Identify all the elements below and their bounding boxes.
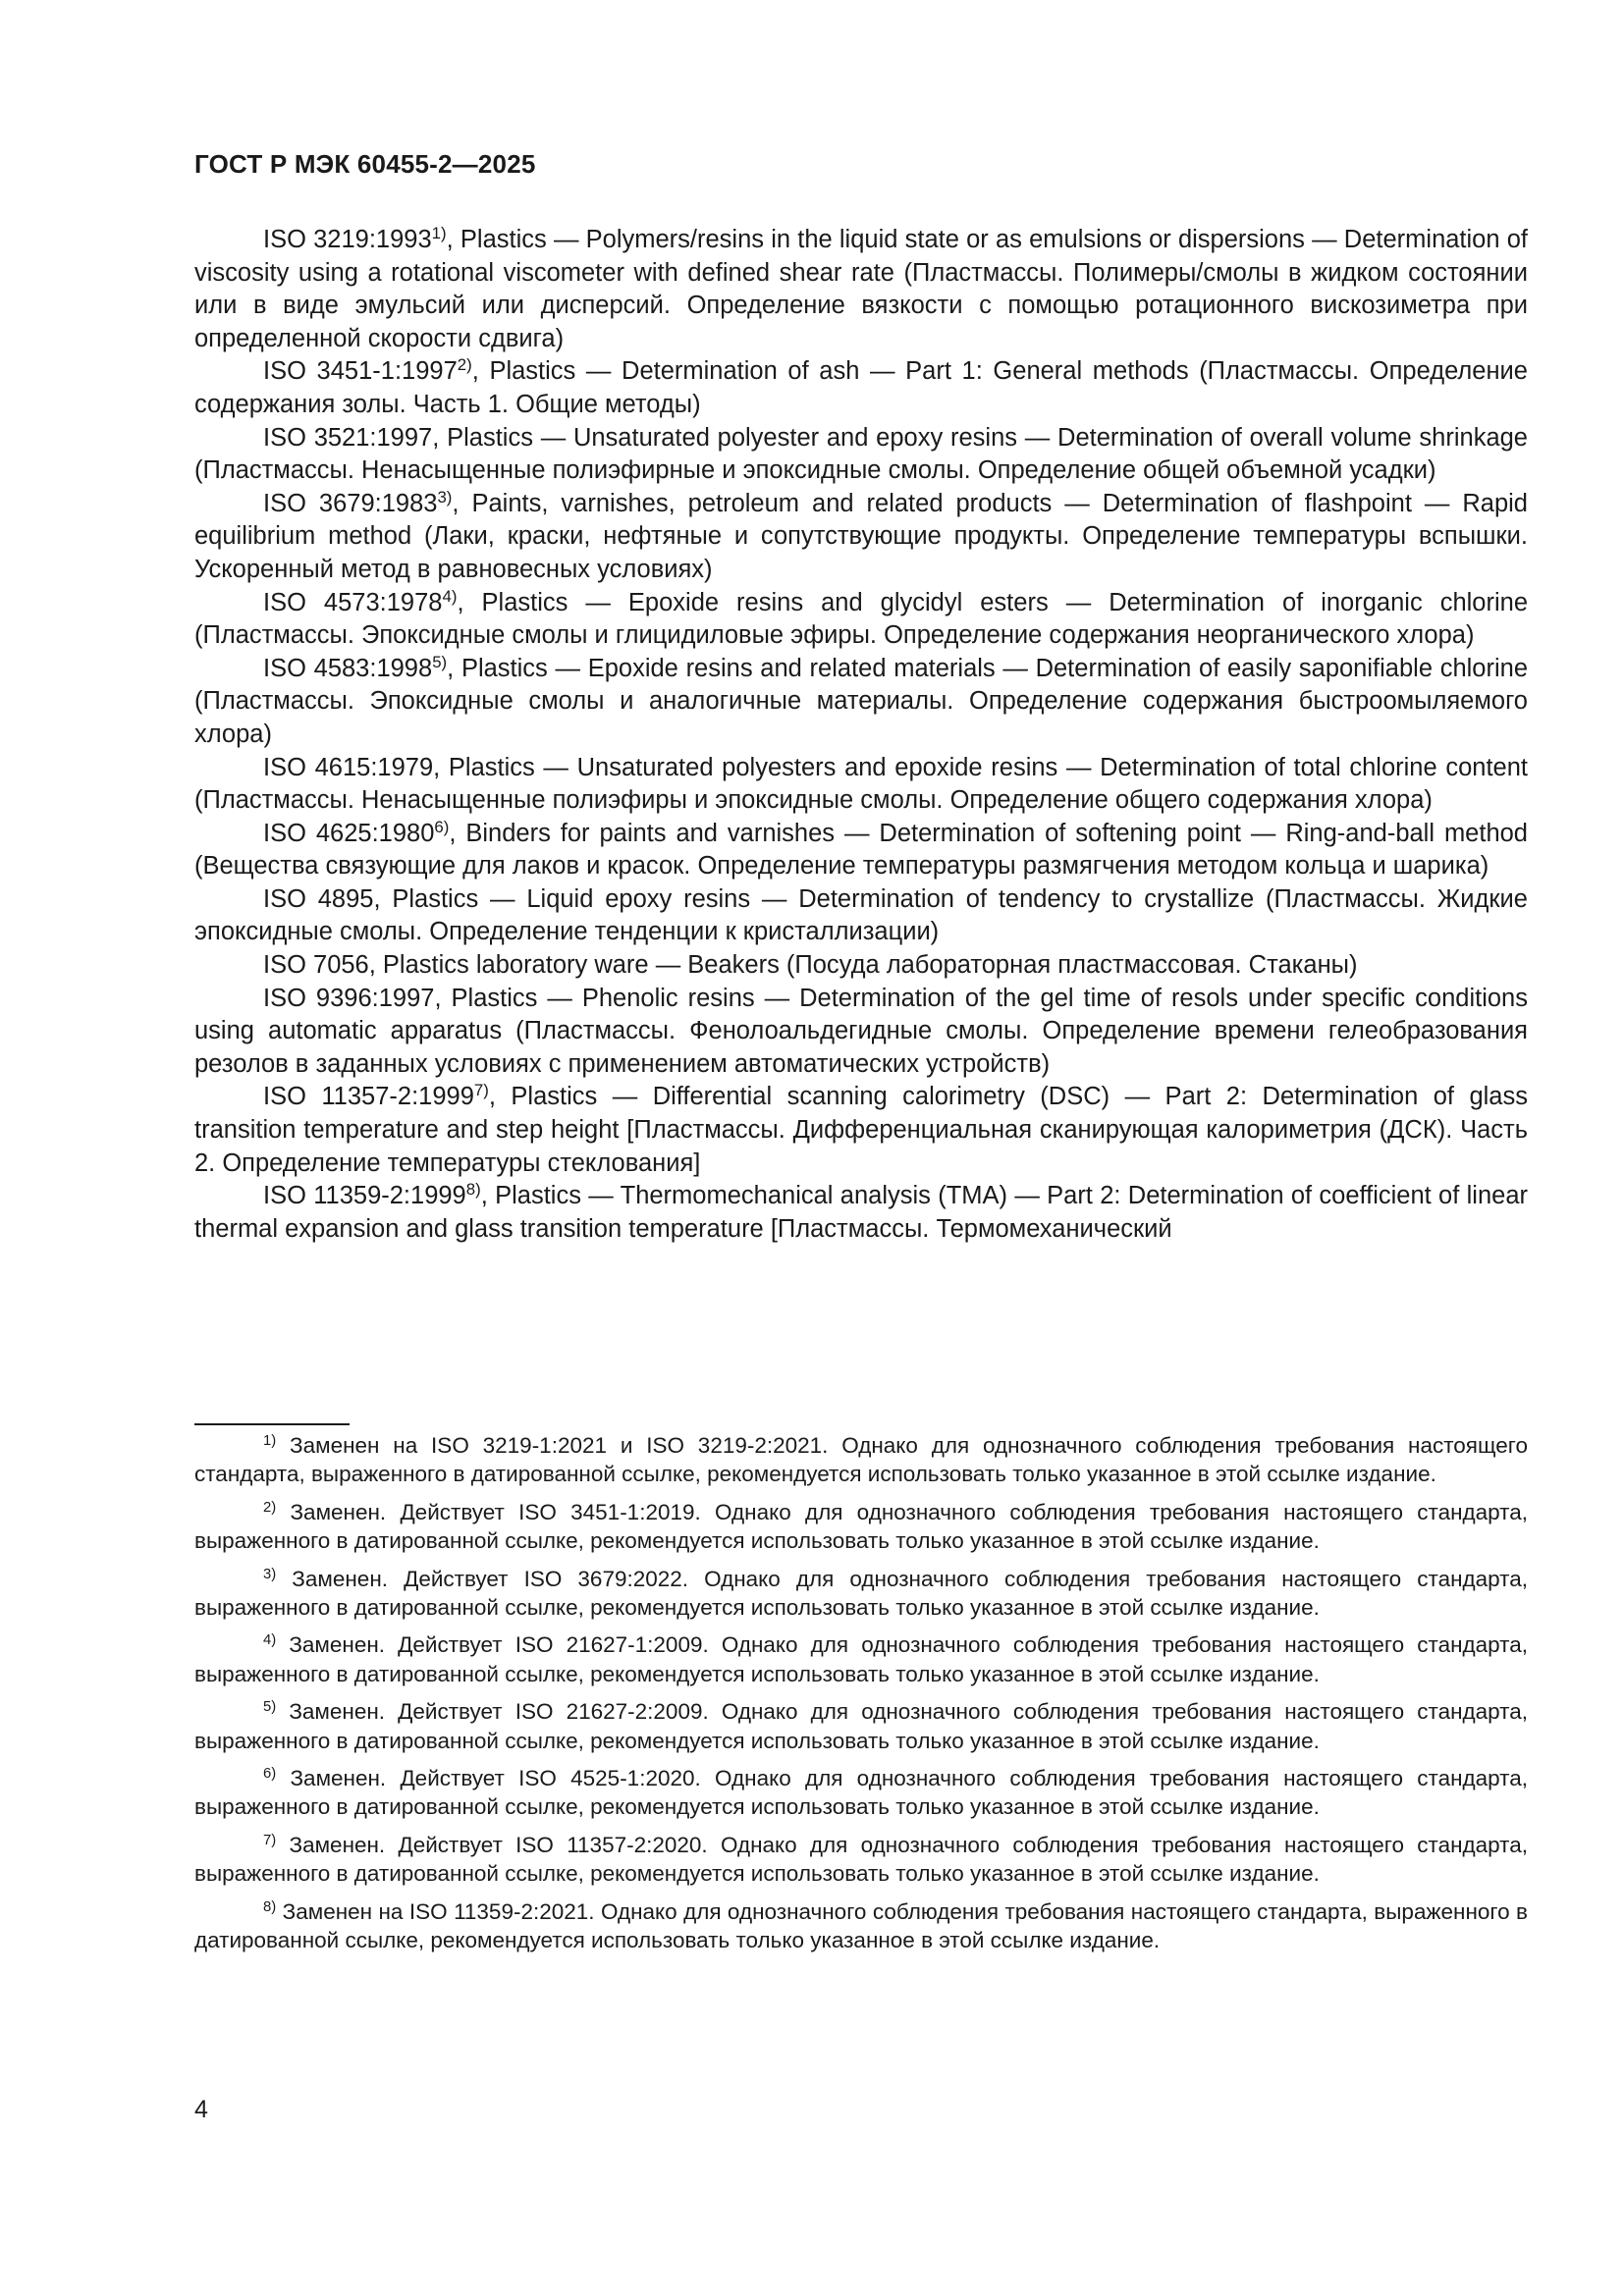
footnote-mark: 3) (263, 1566, 277, 1582)
footnotes-list (194, 1431, 1528, 1964)
footnote-mark: 7) (263, 1832, 277, 1848)
reference-item (194, 949, 1528, 983)
footnote-marker: 8) (465, 1179, 481, 1199)
reference-item (194, 1180, 1528, 1246)
footnote-mark: 4) (263, 1632, 277, 1649)
footnote-item (194, 1764, 1528, 1822)
reference-code: ISO 9396:1997 (263, 984, 435, 1012)
footnote-item (194, 1498, 1528, 1556)
reference-code: ISO 4615:1979 (263, 753, 434, 781)
reference-item (194, 883, 1528, 949)
footnote-marker: 3) (437, 487, 453, 507)
footnote-mark: 5) (263, 1699, 277, 1716)
footnote-text: Заменен. Действует ISO 11357-2:2020. Однако для однозначного соблюдения требования настоящего стандарта, выраженного в датированной ссылке, рекомендуется использовать только указанное в этой ссылке издание. (194, 1832, 1528, 1887)
footnote-mark: 2) (263, 1499, 277, 1516)
footnote-text: Заменен. Действует ISO 21627-1:2009. Однако для однозначного соблюдения требования настоящего стандарта, выраженного в датированной ссылке, рекомендуется использовать только указанное в этой ссылке издание. (194, 1632, 1528, 1686)
reference-text: , Plastics — Phenolic resins — Determination of the gel time of resols under specific conditions using automatic apparatus (Пластмассы. Фенолоальдегидные смолы. Определение времени гелеобразования резолов в заданных условиях с применением автоматических устройств) (194, 984, 1528, 1078)
footnote-text: Заменен. Действует ISO 21627-2:2009. Однако для однозначного соблюдения требования настоящего стандарта, выраженного в датированной ссылке, рекомендуется использовать только указанное в этой ссылке издание. (194, 1699, 1528, 1753)
footnote-item (194, 1630, 1528, 1688)
reference-text: , Plastics — Liquid epoxy resins — Determination of tendency to crystallize (Пластмассы. Жидкие эпоксидные смолы. Определение тенденции к кристаллизации) (194, 884, 1528, 946)
reference-item (194, 488, 1528, 587)
reference-text: , Plastics — Unsaturated polyesters and epoxide resins — Determination of total chlorine content (Пластмассы. Ненасыщенные полиэфиры и эпоксидные смолы. Определение общего содержания хлора) (194, 753, 1528, 815)
reference-item (194, 1081, 1528, 1180)
reference-text: , Plastics — Epoxide resins and glycidyl esters — Determination of inorganic chlorine (Пластмассы. Эпоксидные смолы и глицидиловые эфиры. Определение содержания неорганического хлора) (194, 588, 1528, 650)
reference-item (194, 818, 1528, 883)
reference-code: ISO 4583:1998 (263, 654, 433, 682)
reference-code: ISO 3219:1993 (263, 226, 432, 253)
reference-code: ISO 4573:1978 (263, 588, 443, 616)
reference-text: , Plastics — Epoxide resins and related materials — Determination of easily saponifiable chlorine (Пластмассы. Эпоксидные смолы и аналогичные материалы. Определение содержания быстроомыляемого хлора) (194, 654, 1529, 748)
footnote-item (194, 1897, 1528, 1955)
reference-text: , Plastics — Unsaturated polyester and epoxy resins — Determination of overall volume shrinkage (Пластмассы. Ненасыщенные полиэфирные и эпоксидные смолы. Определение общей объемной усадки) (194, 423, 1528, 485)
reference-item (194, 653, 1528, 752)
footnote-text: Заменен. Действует ISO 4525-1:2020. Однако для однозначного соблюдения требования настоящего стандарта, выраженного в датированной ссылке, рекомендуется использовать только указанное в этой ссылке издание. (194, 1766, 1528, 1820)
reference-code: ISO 4625:1980 (263, 819, 435, 847)
reference-text: , Binders for paints and varnishes — Determination of softening point — Ring-and-ball method (Вещества связующие для лаков и красок. Определение температуры размягчения методом кольца и шарика) (194, 819, 1528, 881)
footnote-mark: 1) (263, 1432, 277, 1449)
footnote-text: Заменен на ISO 11359-2:2021. Однако для однозначного соблюдения требования настоящего стандарта, выраженного в датированной ссылке, рекомендуется использовать только указанное в этой ссылке издание. (194, 1898, 1528, 1953)
reference-item (194, 752, 1528, 818)
footnote-separator (194, 1423, 350, 1425)
reference-code: ISO 7056 (263, 951, 369, 980)
footnote-text: Заменен на ISO 3219-1:2021 и ISO 3219-2:2021. Однако для однозначного соблюдения требования настоящего стандарта, выраженного в датированной ссылке, рекомендуется использовать только указанное в этой ссылке издание. (194, 1433, 1528, 1487)
reference-text: , Plastics — Determination of ash — Part 1: General methods (Пластмассы. Определение содержания золы. Часть 1. Общие методы) (194, 357, 1528, 418)
page-number: 4 (194, 2096, 208, 2123)
reference-text: , Plastics — Thermomechanical analysis (TMA) — Part 2: Determination of coefficient of linear thermal expansion and glass transition temperature [Пластмассы. Термомеханический (194, 1182, 1529, 1243)
footnote-text: Заменен. Действует ISO 3451-1:2019. Однако для однозначного соблюдения требования настоящего стандарта, выраженного в датированной ссылке, рекомендуется использовать только указанное в этой ссылке издание. (194, 1499, 1528, 1554)
footnote-marker: 4) (442, 586, 458, 606)
footnote-marker: 7) (473, 1081, 489, 1100)
page-header-title: ГОСТ Р МЭК 60455-2—2025 (194, 149, 536, 179)
footnote-item (194, 1565, 1528, 1623)
footnote-mark: 6) (263, 1765, 277, 1782)
reference-item (194, 587, 1528, 653)
footnote-marker: 6) (434, 817, 450, 836)
footnote-text: Заменен. Действует ISO 3679:2022. Однако для однозначного соблюдения требования настоящего стандарта, выраженного в датированной ссылке, рекомендуется использовать только указанное в этой ссылке издание. (194, 1566, 1528, 1621)
footnote-item (194, 1431, 1528, 1489)
reference-code: ISO 3679:1983 (263, 489, 438, 517)
footnote-mark: 8) (263, 1898, 277, 1915)
reference-item (194, 422, 1528, 488)
footnote-marker: 1) (431, 223, 447, 242)
reference-item (194, 224, 1528, 355)
reference-code: ISO 4895 (263, 884, 374, 913)
reference-code: ISO 3521:1997 (263, 423, 433, 452)
reference-code: ISO 11359-2:1999 (263, 1182, 466, 1210)
footnote-marker: 2) (457, 355, 472, 375)
footnote-item (194, 1697, 1528, 1755)
references-list (194, 224, 1528, 1246)
reference-text: , Plastics laboratory ware — Beakers (Посуда лабораторная пластмассовая. Стаканы) (368, 951, 1358, 980)
reference-code: ISO 11357-2:1999 (263, 1083, 474, 1111)
reference-code: ISO 3451-1:1997 (263, 357, 458, 386)
reference-text: , Plastics — Differential scanning calorimetry (DSC) — Part 2: Determination of glass transition temperature and step height [Пластмассы. Дифференциальная сканирующая калориметрия (ДСК). Часть 2. Определение температуры стеклования] (194, 1083, 1528, 1177)
reference-text: , Plastics — Polymers/resins in the liquid state or as emulsions or dispersions — Determination of viscosity using a rotational viscometer with defined shear rate (Пластмассы. Полимеры/смолы в жидком состоянии или в виде эмульсий или дисперсий. Определение вязкости с помощью ротационного вискозиметра при определенной скорости сдвига) (194, 226, 1528, 352)
reference-item (194, 983, 1528, 1082)
reference-text: , Paints, varnishes, petroleum and related products — Determination of flashpoint — Rapid equilibrium method (Лаки, краски, нефтяные и сопутствующие продукты. Определение температуры вспышки. Ускоренный метод в равновесных условиях) (194, 489, 1528, 583)
footnote-marker: 5) (432, 652, 448, 671)
footnote-item (194, 1831, 1528, 1889)
reference-item (194, 355, 1528, 421)
